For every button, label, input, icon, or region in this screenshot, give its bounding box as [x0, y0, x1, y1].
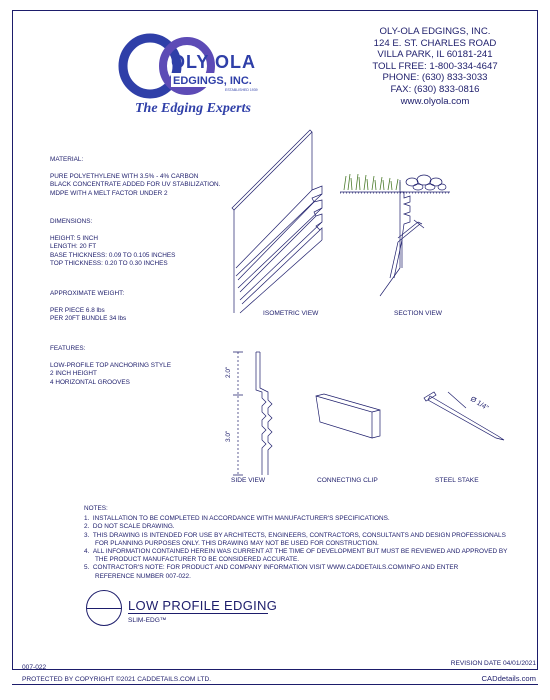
note-text: THIS DRAWING IS INTENDED FOR USE BY ARCHITECTS, ENGINEERS, CONTRACTORS, CONSULTANTS AND DESIGN PROFESSIONALS [92, 531, 506, 539]
note-text: CONTRACTOR'S NOTE: FOR PRODUCT AND COMPANY INFORMATION VISIT WWW.CADDETAILS.COM/INFO AND ENTER [92, 564, 459, 572]
company-fax: FAX: (630) 833-0816 [390, 83, 480, 95]
note-number: 4. [84, 548, 90, 556]
section-view-label: SECTION VIEW [394, 310, 442, 317]
dimension-line: TOP THICKNESS: 0.20 TO 0.30 INCHES [50, 260, 168, 268]
dimensions-spec [50, 218, 175, 269]
logo-tagline: The Edging Experts [135, 101, 251, 116]
side-view-drawing [224, 350, 284, 475]
note-text: FOR PLANNING PURPOSES ONLY. THIS DRAWING MAY NOT BE USED FOR CONSTRUCTION. [95, 539, 379, 547]
isometric-view-label: ISOMETRIC VIEW [263, 310, 319, 317]
dimension-line: BASE THICKNESS: 0.09 TO 0.105 INCHES [50, 251, 176, 259]
side-view-label: SIDE VIEW [231, 477, 266, 484]
section-view-drawing [340, 168, 450, 298]
feature-line: LOW-PROFILE TOP ANCHORING STYLE [50, 361, 171, 369]
material-spec [50, 156, 220, 198]
title-underline [128, 613, 268, 614]
weight-heading: APPROXIMATE WEIGHT: [50, 290, 125, 297]
title-symbol [86, 590, 122, 626]
note-number: 3. [84, 531, 90, 539]
connecting-clip-label: CONNECTING CLIP [317, 477, 378, 484]
company-address-1: 124 E. ST. CHARLES ROAD [373, 37, 497, 49]
logo-brand-text: OLY OLA [171, 52, 257, 72]
material-line: MDPE WITH A MELT FACTOR UNDER 2 [50, 189, 168, 197]
company-logo [105, 28, 335, 128]
notes-heading: NOTES: [84, 505, 108, 512]
note-number: 1. [84, 515, 90, 523]
logo-established: ESTABLISHED 1939 [225, 88, 258, 92]
connecting-clip-drawing [310, 392, 390, 442]
dimension-top: 2.0" [225, 366, 232, 378]
company-phone: PHONE: (630) 833-3033 [382, 72, 488, 84]
weight-spec [50, 290, 126, 324]
company-name: OLY-OLA EDGINGS, INC. [379, 26, 491, 37]
note-number: 2. [84, 523, 90, 531]
isometric-view-drawing [222, 128, 332, 313]
stake-diameter: Ø 1/4" [468, 395, 490, 413]
dimension-line: LENGTH: 20 FT [50, 243, 97, 251]
drawing-title: LOW PROFILE EDGING [128, 598, 278, 613]
material-heading: MATERIAL: [50, 156, 84, 163]
note-text: REFERENCE NUMBER 007-022. [95, 572, 191, 580]
features-spec [50, 345, 171, 387]
dimensions-heading: DIMENSIONS: [50, 218, 93, 225]
weight-line: PER 20FT BUNDLE 34 lbs [50, 315, 127, 323]
weight-line: PER PIECE 6.8 lbs [50, 306, 105, 314]
note-text: DO NOT SCALE DRAWING. [92, 523, 175, 531]
feature-line: 2 INCH HEIGHT [50, 370, 97, 378]
company-info [340, 26, 530, 107]
dimension-bottom: 3.0" [225, 430, 232, 442]
caddetails-link[interactable]: CADdetails.com [481, 674, 536, 683]
reference-number: 007-022 [22, 664, 47, 671]
drawing-subtitle: SLIM-EDG™ [128, 617, 167, 624]
note-number: 5. [84, 564, 90, 572]
grass-icon [344, 174, 400, 190]
material-line: BLACK CONCENTRATE ADDED FOR UV STABILIZATION. [50, 181, 221, 189]
logo-sub-text: EDGINGS, INC. [173, 75, 252, 87]
revision-date: REVISION DATE 04/01/2021 [450, 660, 536, 667]
company-tollfree: TOLL FREE: 1-800-334-4647 [372, 60, 498, 72]
note-text: INSTALLATION TO BE COMPLETED IN ACCORDANCE WITH MANUFACTURER'S SPECIFICATIONS. [92, 515, 390, 523]
steel-stake-drawing [412, 388, 512, 448]
material-line: PURE POLYETHYLENE WITH 3.5% - 4% CARBON [50, 172, 199, 180]
note-text: ALL INFORMATION CONTAINED HEREIN WAS CURRENT AT THE TIME OF DEVELOPMENT BUT MUST BE REVIEWED AND APPROVED BY [92, 548, 508, 556]
copyright-text: PROTECTED BY COPYRIGHT ©2021 CADDETAILS.COM LTD. [22, 676, 212, 683]
features-heading: FEATURES: [50, 345, 86, 352]
company-website[interactable]: www.olyola.com [400, 95, 470, 107]
notes-section [84, 505, 507, 581]
gravel-icon [406, 175, 446, 190]
footer-rule [12, 684, 538, 685]
dimension-line: HEIGHT: 5 INCH [50, 234, 98, 242]
company-address-2: VILLA PARK, IL 60181-241 [377, 49, 493, 61]
steel-stake-label: STEEL STAKE [435, 477, 479, 484]
note-text: THE PRODUCT MANUFACTURER TO BE CONSIDERED ACCURATE. [95, 556, 300, 564]
feature-line: 4 HORIZONTAL GROOVES [50, 378, 130, 386]
